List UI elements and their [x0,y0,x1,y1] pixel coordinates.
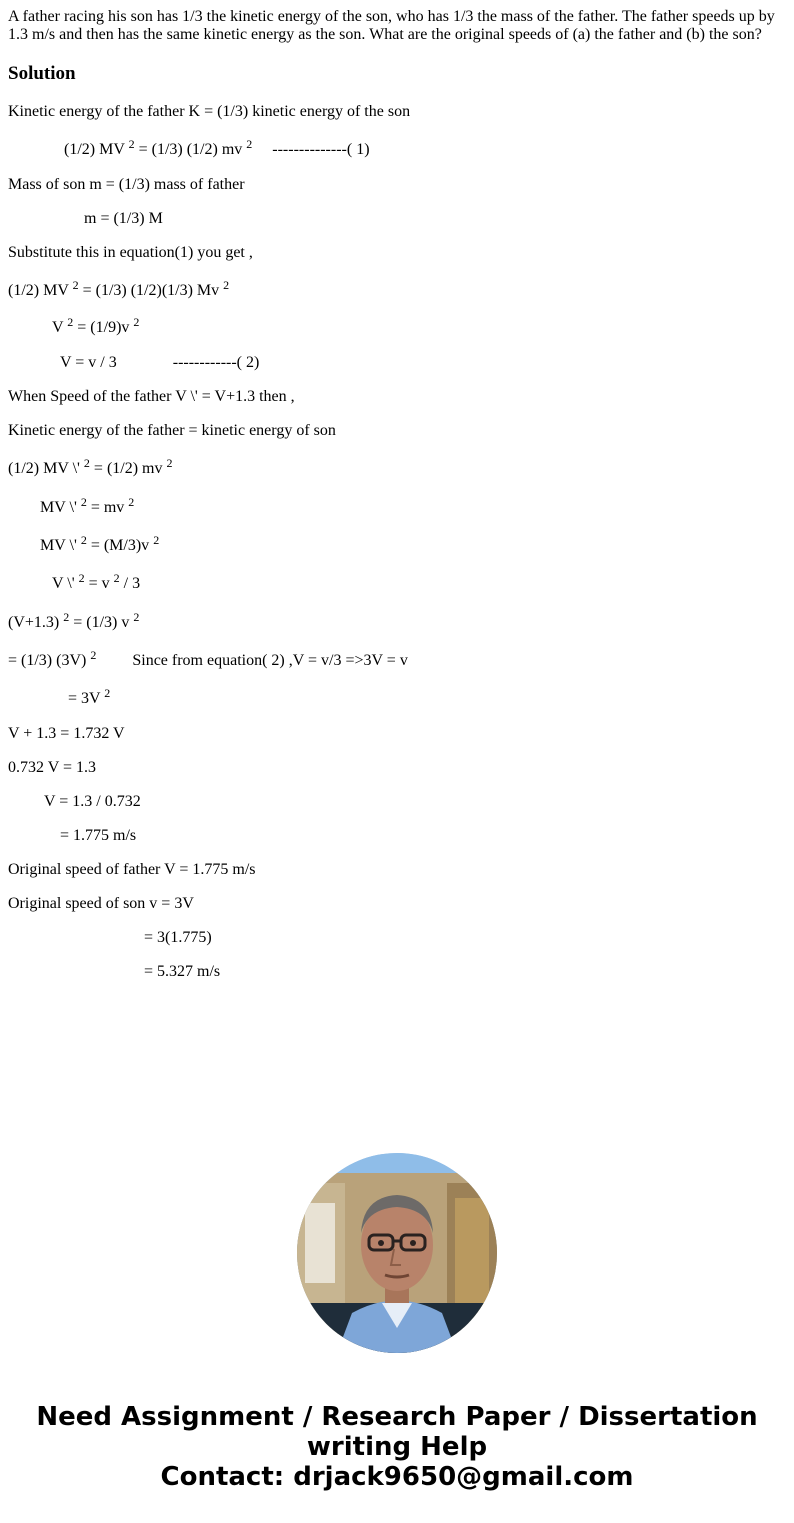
tutor-avatar [297,1153,497,1353]
solution-line: Kinetic energy of the father K = (1/3) kinetic energy of the son [8,103,411,120]
exponent: 2 [83,456,90,470]
answer-son: = 5.327 m/s [144,963,221,980]
eq-part: = (1/3) (3V) [8,652,91,669]
exponent: 2 [78,571,85,585]
eq-part: = (M/3)v [86,537,154,554]
answer-father: Original speed of father V = 1.775 m/s [8,861,256,878]
exponent: 2 [153,533,160,547]
eq-part: Since from equation( 2) ,V = v/3 =>3V = v [96,652,408,669]
solution-line: Mass of son m = (1/3) mass of father [8,176,245,193]
eq-part: (V+1.3) [8,614,64,631]
solution-line: Substitute this in equation(1) you get , [8,244,253,261]
equation-line [52,315,140,337]
solution-line: When Speed of the father V \' = V+1.3 then , [8,388,295,405]
equation-line [8,648,408,670]
eq-part: = v [84,575,114,592]
solution-line: Original speed of son v = 3V [8,895,194,912]
equation-line [40,533,160,555]
eq-part: (1/2) MV [64,141,129,158]
eq-part: / 3 [119,575,141,592]
footer-line-2: writing Help [306,1432,488,1462]
contact-footer [0,1402,794,1492]
solution-line: V + 1.3 = 1.732 V [8,725,125,742]
solution-line: Kinetic energy of the father = kinetic energy of son [8,422,336,439]
equation-line [8,610,140,632]
solution-line: 0.732 V = 1.3 [8,759,96,776]
exponent: 2 [80,533,87,547]
eq-part: (1/2) MV \' [8,460,84,477]
eq-part: V \' [52,575,79,592]
exponent: 2 [104,686,111,700]
solution-line: m = (1/3) M [84,210,163,227]
eq-part: --------------( 1) [252,141,370,158]
exponent: 2 [90,648,97,662]
equation-line [52,571,141,593]
eq-part: = 3V [68,690,105,707]
exponent: 2 [166,456,173,470]
solution-line: = 1.775 m/s [60,827,137,844]
footer-contact: Contact: drjack9650@gmail.com [160,1462,634,1492]
exponent: 2 [223,278,230,292]
footer-line-1: Need Assignment / Research Paper / Dissertation [36,1402,758,1432]
eq-part: = mv [86,499,129,516]
equation-2: V = v / 3 ------------( 2) [60,354,260,371]
exponent: 2 [128,495,135,509]
tutor-portrait-image [297,1153,497,1353]
eq-part: = (1/3) (1/2)(1/3) Mv [78,282,224,299]
equation-line [40,495,135,517]
eq-part: = (1/3) (1/2) mv [134,141,247,158]
equation-line [8,456,173,478]
equation-1 [64,137,370,159]
equation-line [68,686,111,708]
eq-part: MV \' [40,537,81,554]
exponent: 2 [63,610,70,624]
eq-part: MV \' [40,499,81,516]
eq-part: = (1/9)v [73,319,134,336]
solution-line: = 3(1.775) [144,929,212,946]
exponent: 2 [133,315,140,329]
exponent: 2 [246,137,253,151]
exponent: 2 [80,495,87,509]
solution-heading: Solution [8,63,76,84]
exponent: 2 [67,315,74,329]
question-text: A father racing his son has 1/3 the kinetic energy of the son, who has 1/3 the mass of the father. The father speeds up by 1.3 m/s and then has the same kinetic energy as the son. What are the original speeds of (a) the father and (b) the son? [8,8,775,43]
equation-line [8,278,230,300]
exponent: 2 [113,571,120,585]
solution-line: V = 1.3 / 0.732 [44,793,141,810]
exponent: 2 [128,137,135,151]
exponent: 2 [72,278,79,292]
eq-part: V [52,319,68,336]
eq-part: = (1/3) v [69,614,134,631]
exponent: 2 [133,610,140,624]
eq-part: (1/2) MV [8,282,73,299]
eq-part: = (1/2) mv [89,460,167,477]
